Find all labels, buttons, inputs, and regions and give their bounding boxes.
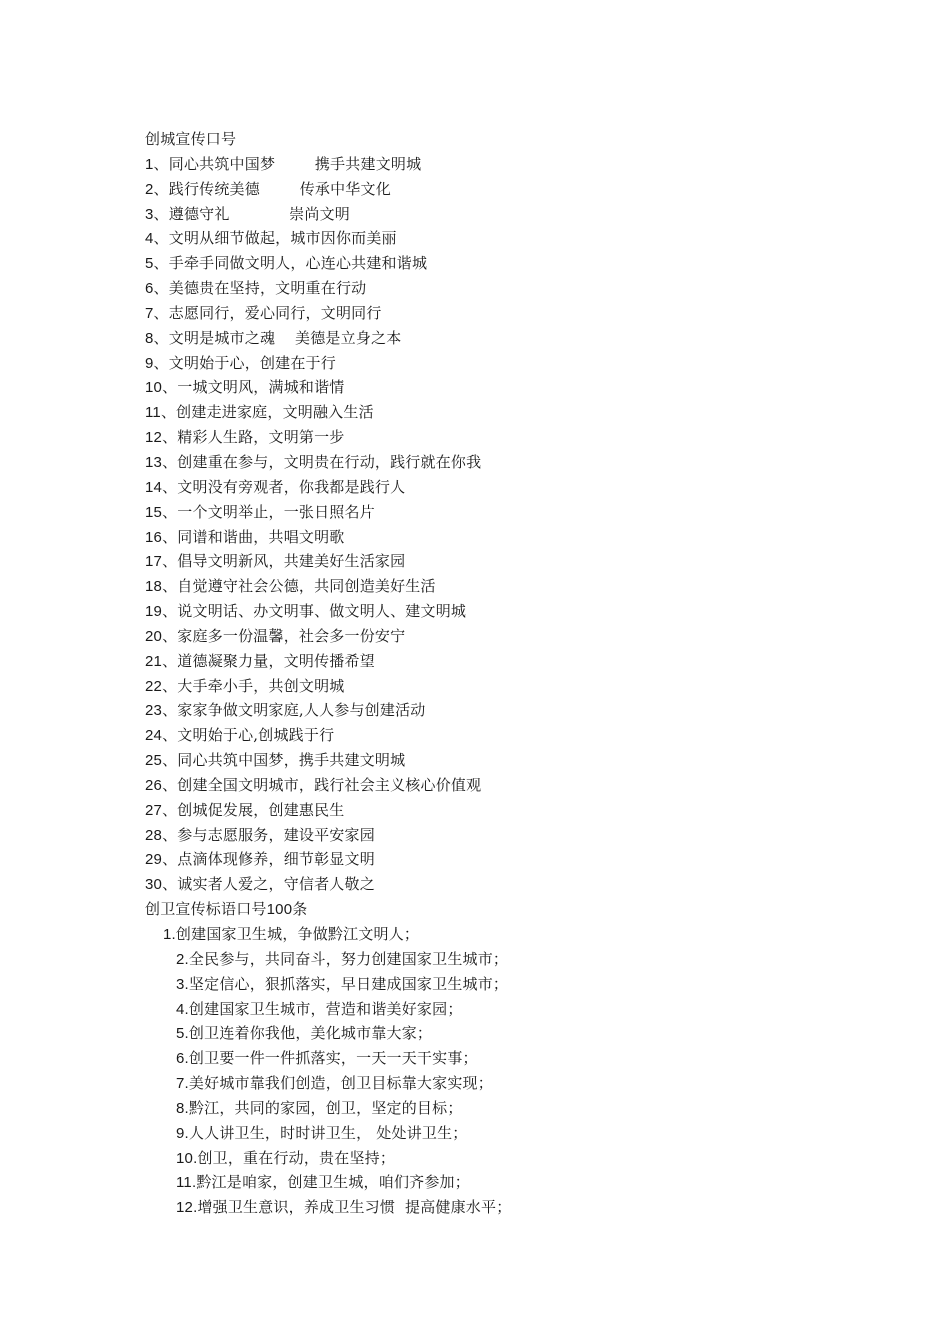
list-item (145, 1121, 845, 1146)
item-number: 16 (145, 528, 163, 546)
list-item (145, 649, 845, 674)
item-number: 3. (176, 975, 189, 993)
item-number: 9 (145, 354, 154, 372)
item-number: 1 (145, 155, 154, 173)
list-item (145, 872, 845, 897)
item-number: 12 (145, 429, 163, 447)
item-number: 4 (145, 230, 154, 248)
item-number: 5 (145, 255, 154, 273)
item-number: 6. (176, 1050, 189, 1068)
item-number: 15 (145, 503, 163, 521)
list-item (145, 997, 845, 1022)
list-item: 1.创建国家卫生城，争做黔江文明人； (163, 925, 420, 943)
section-title-chuangcheng: 创城宣传口号 (145, 130, 237, 148)
item-number: 2 (145, 180, 154, 198)
item-number: 4. (176, 1000, 189, 1018)
item-text: 、志愿同行，爱心同行，文明同行 (153, 303, 382, 322)
list-item (145, 1021, 845, 1046)
item-text: 、创建走进家庭，文明融入生活 (160, 403, 374, 422)
list-item (145, 674, 845, 699)
list-item (145, 847, 845, 872)
item-number: 5. (176, 1025, 189, 1043)
item-text: 黔江，共同的家园，创卫，坚定的目标； (188, 1098, 463, 1117)
list-item (145, 773, 845, 798)
item-text: 创卫，重在行动，贵在坚持； (197, 1148, 396, 1167)
item-text: 、点滴体现修养，细节彰显文明 (162, 850, 375, 869)
item-text: 、同谱和谐曲，共唱文明歌 (162, 527, 345, 546)
list-item (145, 202, 845, 227)
item-number: 26 (145, 776, 163, 794)
item-text: 创卫连着你我他，美化城市靠大家； (188, 1024, 433, 1043)
list-item (145, 549, 845, 574)
item-text: 、文明始于心，创建在于行 (153, 353, 336, 372)
item-number: 12. (176, 1199, 198, 1217)
list-item (145, 251, 845, 276)
list-item (145, 823, 845, 848)
item-number: 7 (145, 304, 154, 322)
list-item (145, 525, 845, 550)
item-number: 9. (176, 1124, 189, 1142)
item-number: 17 (145, 553, 163, 571)
item-text: 、同心共筑中国梦，携手共建文明城 (162, 751, 406, 770)
item-text: 、创建重在参与，文明贵在行动，践行就在你我 (162, 452, 482, 471)
item-text: 黔江是咱家，创建卫生城，咱们齐参加； (196, 1173, 470, 1192)
list-item (145, 326, 845, 351)
item-number: 25 (145, 752, 163, 770)
item-number: 29 (145, 851, 163, 869)
item-text: 、创城促发展，创建惠民生 (162, 800, 345, 819)
item-number: 8 (145, 329, 154, 347)
list-item (145, 301, 845, 326)
item-text: 、倡导文明新风，共建美好生活家园 (162, 552, 406, 571)
item-text: 创卫要一件一件抓落实，一天一天干实事； (188, 1049, 478, 1068)
list-item (145, 947, 845, 972)
list-item (145, 425, 845, 450)
list-item (145, 351, 845, 376)
item-text: 、践行传统美德 传承中华文化 (153, 179, 391, 198)
item-number: 19 (145, 603, 163, 621)
list-item (145, 1170, 845, 1195)
list-item (145, 276, 845, 301)
list-item (145, 400, 845, 425)
item-text: 全民参与，共同奋斗，努力创建国家卫生城市； (188, 949, 509, 968)
item-text: 、文明是城市之魂 美德是立身之本 (153, 328, 402, 347)
list-item (145, 450, 845, 475)
list-item (145, 624, 845, 649)
document-body (145, 127, 845, 1220)
item-text: 、家家争做文明家庭,人人参与创建活动 (162, 701, 426, 720)
item-text: 、一个文明举止，一张日照名片 (162, 502, 375, 521)
slogan-list-chuangcheng (145, 152, 845, 897)
item-number: 18 (145, 578, 163, 596)
item-text: 、家庭多一份温馨，社会多一份安宁 (162, 626, 406, 645)
list-item (145, 574, 845, 599)
item-number: 23 (145, 702, 163, 720)
list-item (145, 1071, 845, 1096)
item-text: 、一城文明风，满城和谐情 (162, 378, 345, 397)
item-text: 、创建全国文明城市，践行社会主义核心价值观 (162, 775, 482, 794)
item-text: 、道德凝聚力量，文明传播希望 (162, 651, 375, 670)
item-text: 、说文明话、办文明事、做文明人、建文明城 (162, 602, 467, 621)
item-text: 、手牵手同做文明人，心连心共建和谐城 (153, 254, 428, 273)
list-item (145, 500, 845, 525)
item-text: 、遵德守礼 崇尚文明 (153, 204, 350, 223)
item-text: 、文明从细节做起，城市因你而美丽 (153, 229, 397, 248)
list-item (145, 152, 845, 177)
item-number: 28 (145, 826, 163, 844)
item-number: 24 (145, 727, 163, 745)
item-number: 2. (176, 950, 189, 968)
list-item (145, 177, 845, 202)
list-item (145, 1146, 845, 1171)
list-item (145, 1195, 845, 1220)
item-text: 、参与志愿服务，建设平安家园 (162, 825, 375, 844)
item-number: 22 (145, 677, 163, 695)
item-text: 人人讲卫生，时时讲卫生， 处处讲卫生； (188, 1123, 468, 1142)
list-item (145, 599, 845, 624)
item-text: 、大手牵小手，共创文明城 (162, 676, 345, 695)
item-number: 13 (145, 453, 163, 471)
item-number: 3 (145, 205, 154, 223)
item-text: 、自觉遵守社会公德，共同创造美好生活 (162, 577, 436, 596)
item-text: 、诚实者人爱之，守信者人敬之 (162, 875, 375, 894)
item-number: 11. (176, 1174, 197, 1192)
item-number: 30 (145, 876, 163, 894)
item-number: 14 (145, 478, 163, 496)
item-number: 6 (145, 280, 154, 298)
item-text: 创建国家卫生城市，营造和谐美好家园； (188, 999, 463, 1018)
list-item (145, 1096, 845, 1121)
list-item (145, 226, 845, 251)
item-number: 10. (176, 1149, 198, 1167)
item-number: 21 (145, 652, 163, 670)
item-text: 、文明没有旁观者，你我都是践行人 (162, 477, 406, 496)
item-number: 7. (176, 1075, 189, 1093)
list-item (145, 698, 845, 723)
list-item (145, 748, 845, 773)
section-title-chuangwei: 创卫宣传标语口号100条 (145, 900, 308, 919)
list-item (145, 723, 845, 748)
item-text: 、美德贵在坚持，文明重在行动 (153, 279, 367, 298)
item-number: 10 (145, 379, 163, 397)
item-text: 、精彩人生路，文明第一步 (162, 428, 345, 447)
list-item (145, 475, 845, 500)
item-number: 11 (145, 404, 161, 422)
item-number: 27 (145, 801, 163, 819)
item-text: 美好城市靠我们创造，创卫目标靠大家实现； (188, 1074, 493, 1093)
slogan-list-chuangwei (145, 947, 845, 1220)
list-item (145, 375, 845, 400)
item-number: 8. (176, 1099, 189, 1117)
item-text: 坚定信心，狠抓落实，早日建成国家卫生城市； (188, 974, 509, 993)
item-text: 增强卫生意识，养成卫生习惯 提高健康水平； (197, 1198, 512, 1217)
list-item (145, 972, 845, 997)
list-item (145, 1046, 845, 1071)
list-item (145, 798, 845, 823)
item-text: 、文明始于心,创城践于行 (162, 726, 335, 745)
item-text: 、同心共筑中国梦 携手共建文明城 (153, 154, 422, 173)
item-number: 20 (145, 627, 163, 645)
